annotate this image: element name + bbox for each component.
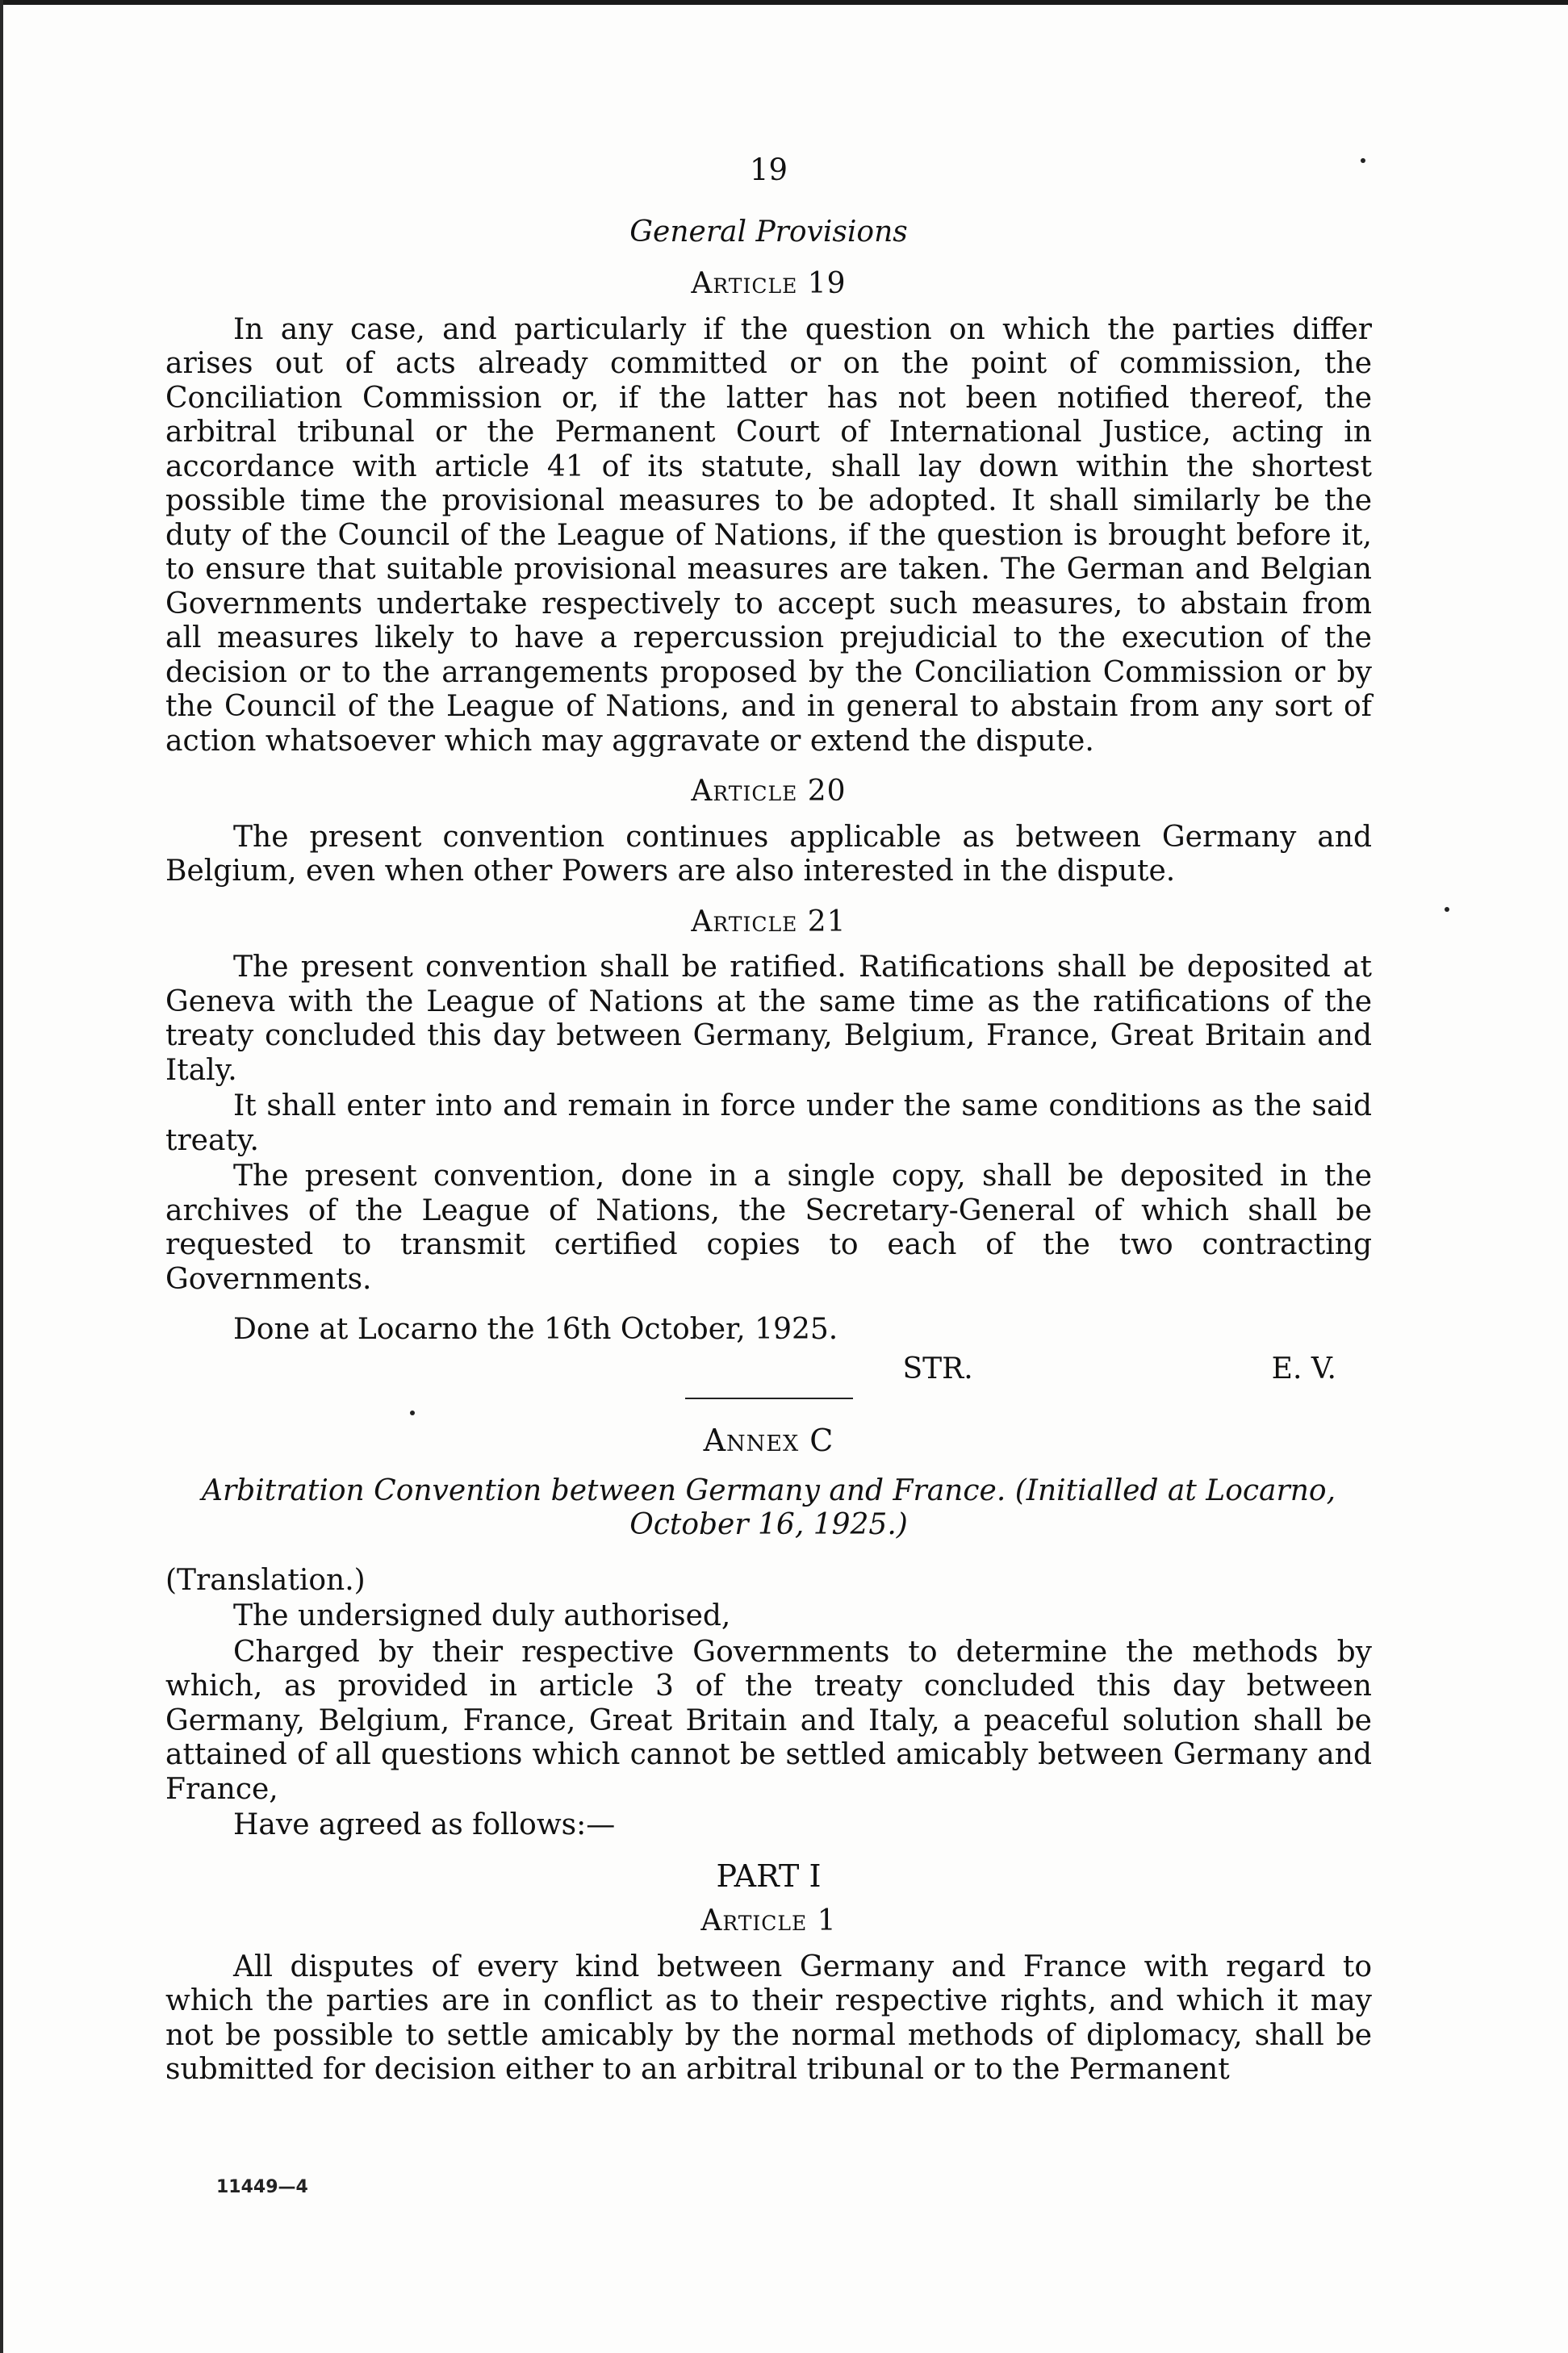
article-21-heading: Article 21 bbox=[691, 905, 847, 938]
annex-article-1-heading: Article 1 bbox=[700, 1904, 837, 1937]
section-title: General Provisions bbox=[629, 215, 908, 249]
signature-ev: E. V. bbox=[1271, 1352, 1336, 1385]
part-heading: PART I bbox=[716, 1858, 822, 1894]
article-20-heading: Article 20 bbox=[691, 775, 847, 808]
article-20-paragraph: The present convention continues applicable as between Germany and Belgium, even when other Powers are also interested in the dispute. bbox=[165, 820, 1372, 888]
article-19-paragraph: In any case, and particularly if the question on which the parties differ arises out of acts already committed or on the point of commission, the Conciliation Commission or, if the latter has not been notified thereof, the arbitral tribunal or the Permanent Court of International Justice, acting in accordance with article 41 of its statute, shall lay down within the shortest possible time the provisional measures to be adopted. It shall similarly be the duty of the Council of the League of Nations, if the question is brought before it, to ensure that suitable provisional measures are taken. The German and Belgian Governments undertake respectively to accept such measures, to abstain from all measures likely to have a repercussion prejudicial to the execution of the decision or to the arrangements proposed by the Conciliation Commission or by the Council of the League of Nations, and in general to abstain from any sort of action whatsoever which may aggravate or extend the dispute. bbox=[165, 312, 1372, 758]
article-21-paragraph-3: The present convention, done in a single copy, shall be deposited in the archives of the League of Nations, the Secretary-General of which shall be requested to transmit certified copies to each of the two contracting Governments. bbox=[165, 1160, 1372, 1296]
section-divider bbox=[685, 1398, 853, 1399]
page-content bbox=[165, 153, 1372, 2104]
annex-title-line-1: Arbitration Convention between Germany and France. (Initialled at Locarno, bbox=[201, 1473, 1336, 1507]
annex-article-1-paragraph: All disputes of every kind between Germany and France with regard to which the parties are in conflict as to their respective rights, and which it may not be possible to settle amicably by the normal methods of diplomacy, shall be submitted for decision either to an arbitral tribunal or to the Permanent bbox=[165, 1950, 1372, 2086]
signature-str: STR. bbox=[902, 1352, 973, 1385]
scan-edge-top bbox=[0, 0, 1568, 5]
scan-edge-left bbox=[0, 0, 3, 2353]
signatures bbox=[165, 1352, 1372, 1387]
article-21-paragraph-2: It shall enter into and remain in force under the same conditions as the said treaty. bbox=[165, 1089, 1372, 1157]
footer-code: 11449—4 bbox=[216, 2177, 308, 2197]
done-at-line: Done at Locarno the 16th October, 1925. bbox=[233, 1313, 838, 1346]
article-21-paragraph-1: The present convention shall be ratified. Ratifications shall be deposited at Geneva with the League of Nations at the same time as the ratifications of the treaty concluded this day between Germany, Belgium, France, Great Britain and Italy. bbox=[165, 951, 1372, 1087]
annex-heading: Annex C bbox=[703, 1423, 834, 1458]
preamble-paragraph-2: Charged by their respective Governments to determine the methods by which, as provided in article 3 of the treaty concluded this day between Germany, Belgium, France, Great Britain and Italy, a peaceful solution shall be attained of all questions which cannot be settled amicably between Germany and France, bbox=[165, 1635, 1372, 1806]
page-number: 19 bbox=[749, 153, 788, 187]
annex-title bbox=[165, 1474, 1372, 1543]
scan-speck bbox=[1445, 907, 1449, 912]
preamble-line-3: Have agreed as follows:— bbox=[233, 1808, 616, 1841]
article-19-heading: Article 19 bbox=[691, 267, 847, 300]
annex-title-line-2: October 16, 1925.) bbox=[629, 1508, 908, 1541]
translation-note: (Translation.) bbox=[165, 1563, 366, 1597]
preamble-line-1: The undersigned duly authorised, bbox=[233, 1599, 731, 1632]
